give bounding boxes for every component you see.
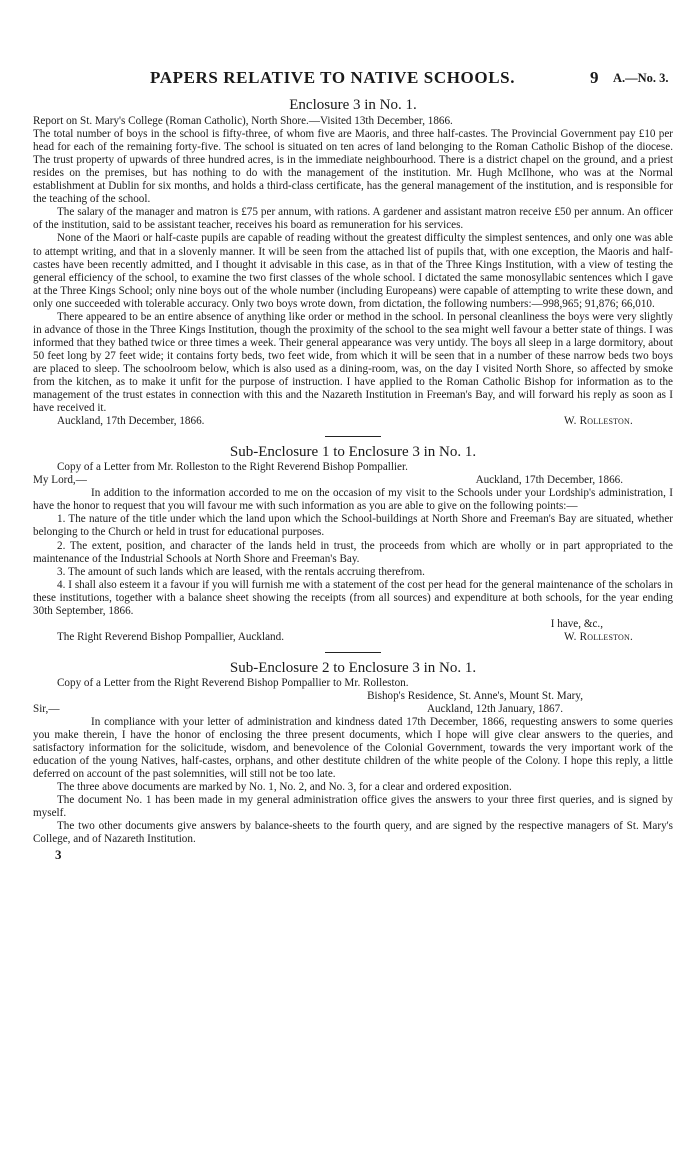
sub-enclosure-2-caption: Copy of a Letter from the Right Reverend Bishop Pompallier to Mr. Rolleston. — [57, 676, 409, 689]
report-place-date: Auckland, 17th December, 1866. — [57, 415, 205, 428]
letter-2-header — [33, 703, 673, 716]
running-head — [0, 68, 700, 90]
report-paragraph: There appeared to be an entire absence of anything like order or method in the school. In personal cleanliness the boys were very slightly in advance of those in the Three Kings Institution, though the proximity of the school to the sea might well favour a better state of things. I was informed that they bathed twice or three times a week. Their general appearance was very untidy. The boys all sleep in a large dormitory, about 50 feet long by 27 feet wide; it contains forty beds, two feet wide, from which it will be seen that in a number of these narrow beds two boys are placed to sleep. The schoolroom below, which is also used as a dining-room, was, on the day I visited North Shore, so affected by smoke from the kitchen, as to make it unfit for the purpose of instruction. I have applied to the Roman Catholic Bishop for information as to the management of the trust estates in connection with this and the Nazareth Institution in Freeman's Bay, and will forward his reply as soon as I have received it. — [33, 310, 673, 415]
letter-1-signature: W. Rolleston. — [563, 630, 633, 643]
letter-2-place-date: Auckland, 12th January, 1867. — [426, 703, 563, 716]
sub-enclosure-1-caption: Copy of a Letter from Mr. Rolleston to the Right Reverend Bishop Pompallier. — [57, 461, 408, 474]
letter-1-point: 1. The nature of the title under which the land upon which the School-buildings at North Shore and Freeman's Bay are situated, whether belonging to the Church or held in trust for educational purposes. — [33, 513, 673, 539]
folio-mark: 3 — [55, 846, 62, 862]
letter-1-point: 4. I shall also esteem it a favour if you will furnish me with a statement of the cost per head for the general maintenance of the scholars in these institutions, together with a balance sheet showing the receipts (from all sources) and expenditure at both schools, for the year ending 30th September, 1866. — [33, 578, 673, 617]
report-paragraph: The salary of the manager and matron is £75 per annum, with rations. A gardener and assistant matron receive £50 per annum. An officer of the institution, said to be assistant teacher, receives his board as remuneration for his services. — [33, 206, 673, 232]
letter-1-closing: I have, &c., — [550, 617, 603, 630]
letter-1-header — [33, 474, 673, 487]
sub-enclosure-1-heading: Sub-Enclosure 1 to Enclosure 3 in No. 1. — [229, 444, 477, 461]
letter-1-place-date: Auckland, 17th December, 1866. — [475, 474, 623, 487]
letter-1-paragraph: In addition to the information accorded to me on the occasion of my visit to the Schools under your Lordship's administration, I have the honor to request that you will favour me with such information as you are able to give on the following points:— — [33, 487, 673, 513]
letter-1-addressee: The Right Reverend Bishop Pompallier, Auckland. — [57, 630, 284, 643]
letter-2-salutation: Sir,— — [33, 703, 60, 716]
letter-1-signoff — [33, 631, 673, 644]
report-signature: W. Rolleston. — [563, 415, 633, 428]
report-lead-in: Report on St. Mary's College (Roman Catholic), North Shore.—Visited 13th December, 1866. — [33, 115, 453, 128]
running-head-title: PAPERS RELATIVE TO NATIVE SCHOOLS. — [150, 68, 516, 87]
enclosure-heading: Enclosure 3 in No. 1. — [289, 97, 417, 113]
page-number: 9 — [590, 68, 599, 87]
paper-reference: A.—No. 3. — [613, 71, 669, 85]
report-paragraph: The total number of boys in the school is fifty-three, of whom five are Maoris, and three half-castes. The Provincial Government pay £10 per head for each of the remaining forty-five. The school is situated on ten acres of land belonging to the Roman Catholic Bishop of the diocese. The trust property of upwards of three hundred acres, is in the immediate neighbourhood. There is a district chapel on the ground, and a priest resides on the premises, but has nothing to do with the management of the institution. Mr. Hugh McIlhone, who was at the Normal establishment at Dublin for six months, and holds a third-class certificate, has the general management of the institution, and is responsible for the teaching of the school. — [33, 128, 673, 206]
letter-2-address: Bishop's Residence, St. Anne's, Mount St. Mary, — [367, 689, 583, 702]
section-divider — [325, 436, 381, 437]
report-paragraph: None of the Maori or half-caste pupils are capable of reading without the greatest difficulty the simplest sentences, and only one was able to attempt writing, and that in a slovenly manner. It will be seen from the attached list of pupils that, with one exception, the Maoris and half-castes have been recently admitted, and I thought it advisable in this case, as in that of the Three Kings Institution, with a view of testing the general efficiency of the school, to examine the two first classes of the whole school. I dictated the same monosyllabic sentences which I gave at the Three Kings School; only nine boys out of the whole number (including Europeans) were capable of attempting to write these down, and only one succeeded with tolerable accuracy. Only two boys wrote down, from dictation, the following numbers:—998,965; 91,876; 66,010. — [33, 232, 673, 310]
letter-2-paragraph: In compliance with your letter of administration and kindness dated 17th December, 1866, requesting answers to some queries you make therein, I have the honor of enclosing the three present documents, which I hope will give clear answers to the queries, and satisfactory information for the solicitude, wisdom, and benevolence of the Colonial Government, towards the very important work of the education of the young Natives, half-castes, orphans, and other destitute children of the white people of the Colony. I hope this reply, a little deferred on account of the past solemnities, will still not be too late. — [33, 716, 673, 781]
letter-2-paragraph: The two other documents give answers by balance-sheets to the fourth query, and are signed by the respective managers of St. Mary's College, and of Nazareth Institution. — [33, 820, 673, 846]
letter-2-paragraph: The three above documents are marked by No. 1, No. 2, and No. 3, for a clear and ordered exposition. — [57, 781, 512, 794]
letter-1-point: 3. The amount of such lands which are leased, with the rentals accruing therefrom. — [57, 565, 425, 578]
letter-1-salutation: My Lord,— — [33, 474, 87, 487]
document-body — [33, 99, 673, 861]
sub-enclosure-2-heading: Sub-Enclosure 2 to Enclosure 3 in No. 1. — [229, 659, 477, 676]
letter-2-paragraph: The document No. 1 has been made in my general administration office gives the answers to your three first queries, and is signed by myself. — [33, 794, 673, 820]
section-divider — [325, 652, 381, 653]
report-signoff — [33, 415, 673, 428]
letter-1-point: 2. The extent, position, and character of the lands held in trust, the proceeds from which are wholly or in part appropriated to the maintenance of the Industrial Schools at North Shore and Freeman's Bay. — [33, 539, 673, 565]
